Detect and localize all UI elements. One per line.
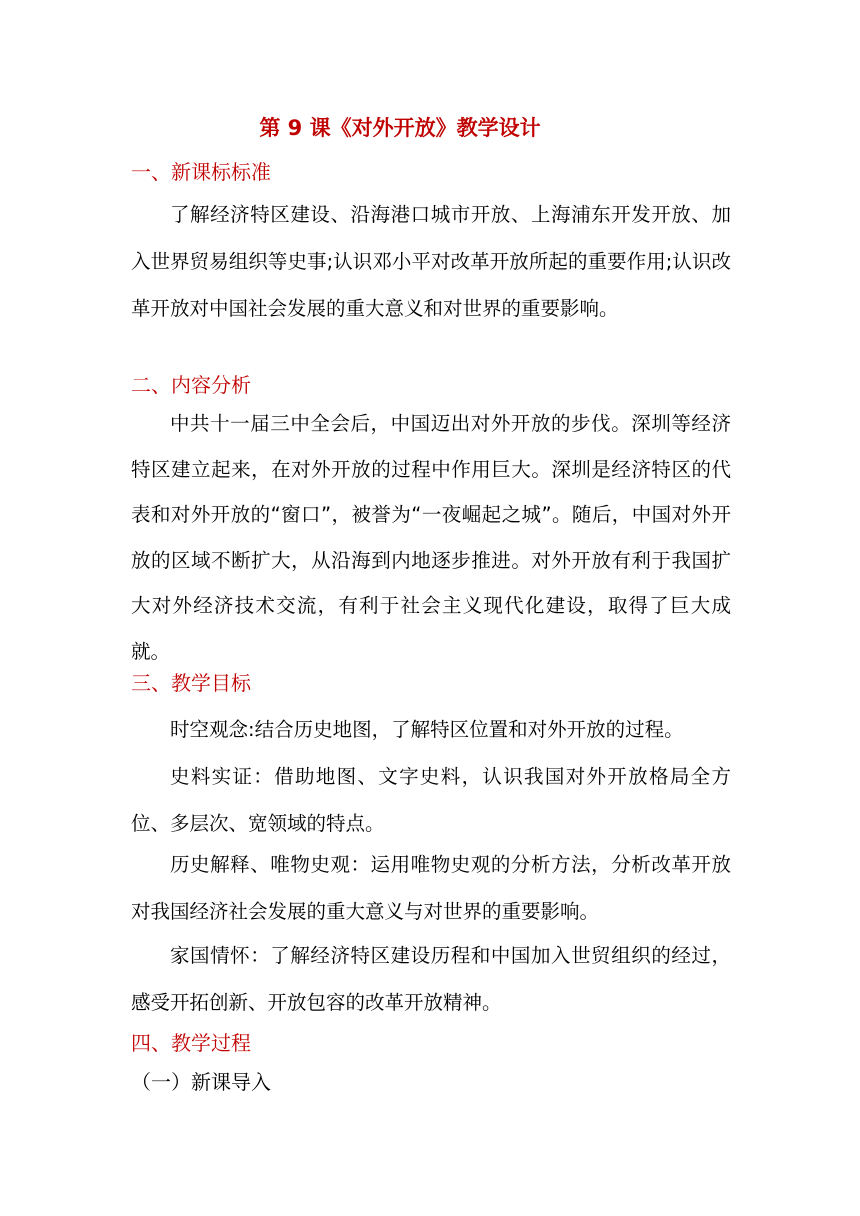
standard-paragraph: 了解经济特区建设、沿海港口城市开放、上海浦东开发开放、加入世界贸易组织等史事;认识邓小平对改革开放所起的重要作用;认识改革开放对中国社会发展的重大意义和对世界的重要影响。 [131, 203, 731, 320]
objective-patriotism: 家国情怀：了解经济特区建设历程和中国加入世贸组织的经过，感受开拓创新、开放包容的改革开放精神。 [131, 944, 731, 1014]
analysis-paragraph: 中共十一届三中全会后，中国迈出对外开放的步伐。深圳等经济特区建立起来，在对外开放的过程中作用巨大。深圳是经济特区的代表和对外开放的“窗口”，被誉为“一夜崛起之城”。随后，中国对外开放的区域不断扩大，从沿海到内地逐步推进。对外开放有利于我国扩大对外经济技术交流，有利于社会主义现代化建设，取得了巨大成就。 [131, 412, 731, 663]
section-heading-standard: 一、新课标标准 [131, 160, 271, 184]
process-sub-heading-intro: （一）新课导入 [131, 1070, 271, 1094]
section-heading-analysis: 二、内容分析 [131, 373, 251, 397]
section-heading-objectives: 三、教学目标 [131, 671, 251, 695]
document-title: 第 9 课《对外开放》教学设计 [259, 116, 541, 140]
section-heading-process: 四、教学过程 [131, 1031, 251, 1055]
objective-interpretation: 历史解释、唯物史观：运用唯物史观的分析方法，分析改革开放对我国经济社会发展的重大意义与对世界的重要影响。 [131, 853, 731, 923]
objective-evidence: 史料实证：借助地图、文字史料，认识我国对外开放格局全方位、多层次、宽领域的特点。 [131, 765, 731, 835]
objective-spatiotemporal: 时空观念:结合历史地图，了解特区位置和对外开放的过程。 [170, 718, 684, 741]
